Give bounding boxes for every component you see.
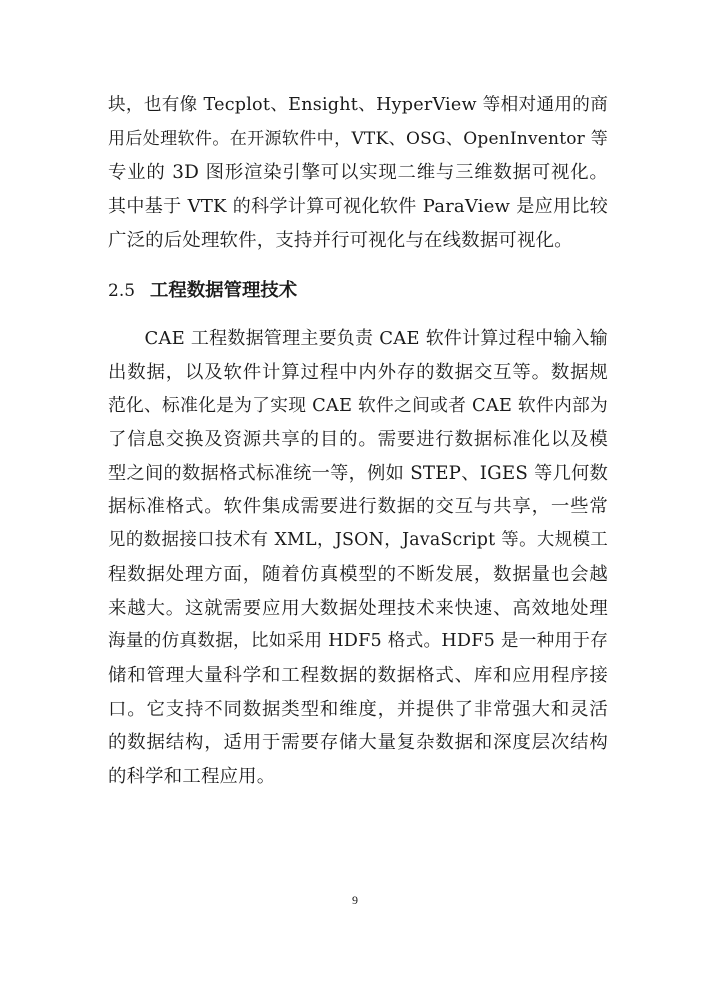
text-line: 范化、标准化是为了实现 CAE 软件之间或者 CAE 软件内部为 xyxy=(108,395,608,417)
text-line: 型之间的数据格式标准统一等，例如 STEP、IGES 等几何数 xyxy=(108,462,608,484)
text-line: 见的数据接口技术有 XML，JSON，JavaScript 等。大规模工 xyxy=(108,530,608,551)
text-line: 其中基于 VTK 的科学计算可视化软件 ParaView 是应用比较 xyxy=(108,196,608,218)
paragraph-postprocessing-software xyxy=(108,89,608,257)
text-line: 的科学和工程应用。 xyxy=(108,765,276,787)
paragraph-data-management xyxy=(108,322,608,794)
text-line: 用后处理软件。在开源软件中，VTK、OSG、OpenInventor 等 xyxy=(108,128,608,149)
text-line: CAE 工程数据管理主要负责 CAE 软件计算过程中输入输 xyxy=(108,328,608,349)
text-line: 专业的 3D 图形渲染引擎可以实现二维与三维数据可视化。 xyxy=(108,162,608,184)
text-line: 了信息交换及资源共享的目的。需要进行数据标准化以及模 xyxy=(108,429,608,451)
text-line: 储和管理大量科学和工程数据的数据格式、库和应用程序接 xyxy=(108,664,608,686)
text-line: 海量的仿真数据，比如采用 HDF5 格式。HDF5 是一种用于存 xyxy=(108,631,608,652)
text-line: 的数据结构，适用于需要存储大量复杂数据和深度层次结构 xyxy=(108,732,608,754)
text-line: 口。它支持不同数据类型和维度，并提供了非常强大和灵活 xyxy=(108,698,608,720)
text-line: 出数据，以及软件计算过程中内外存的数据交互等。数据规 xyxy=(108,361,608,383)
section-heading xyxy=(108,274,297,308)
text-line: 程数据处理方面，随着仿真模型的不断发展，数据量也会越 xyxy=(108,563,608,585)
text-line: 广泛的后处理软件，支持并行可视化与在线数据可视化。 xyxy=(108,229,573,251)
text-line: 来越大。这就需要应用大数据处理技术来快速、高效地处理 xyxy=(108,597,608,619)
text-line: 据标准格式。软件集成需要进行数据的交互与共享，一些常 xyxy=(108,496,608,518)
section-number: 2.5 xyxy=(108,281,136,301)
page-number: 9 xyxy=(352,893,358,907)
section-title: 工程数据管理技术 xyxy=(150,280,298,301)
text-line: 块，也有像 Tecplot、Ensight、HyperView 等相对通用的商 xyxy=(108,95,608,115)
